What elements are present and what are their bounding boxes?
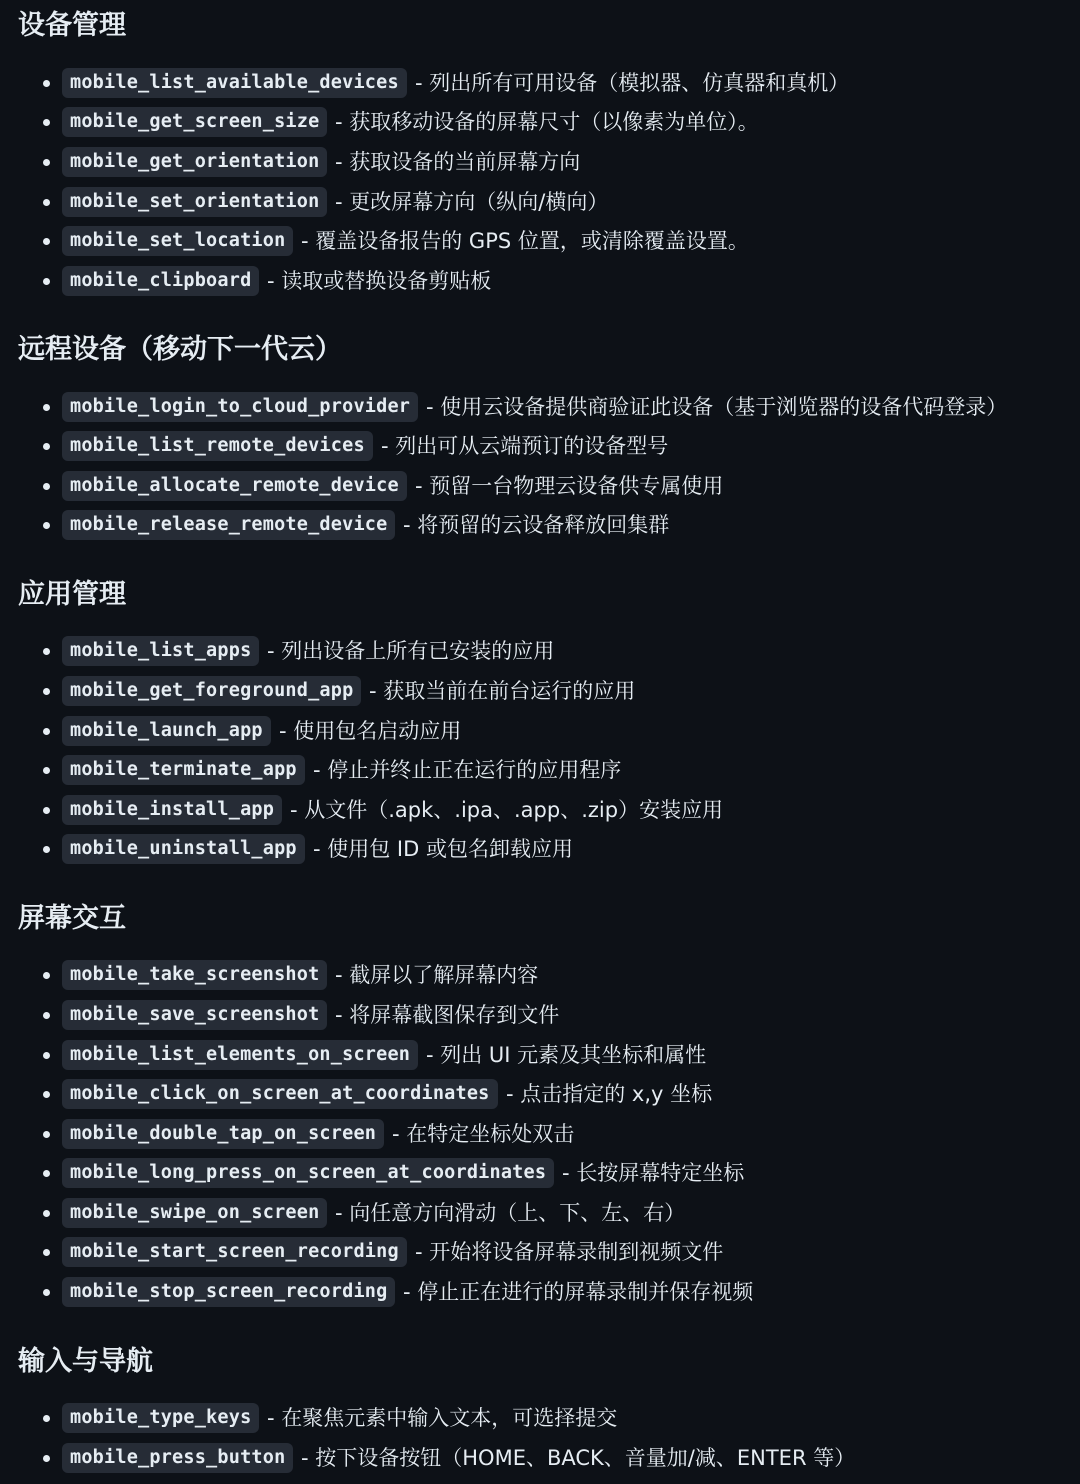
item-description: - 停止正在进行的屏幕录制并保存视频	[403, 1280, 754, 1304]
bullet-icon	[43, 1012, 50, 1019]
item-description: - 使用包名启动应用	[279, 719, 462, 743]
bullet-icon	[43, 159, 50, 166]
item-description: - 按下设备按钮（HOME、BACK、音量加/减、ENTER 等）	[301, 1446, 856, 1470]
code-tool-name: mobile_get_orientation	[62, 147, 327, 177]
code-tool-name: mobile_terminate_app	[62, 755, 305, 785]
bullet-icon	[43, 80, 50, 87]
bullet-icon	[43, 483, 50, 490]
item-description: - 长按屏幕特定坐标	[562, 1161, 745, 1185]
bullet-icon	[43, 972, 50, 979]
code-tool-name: mobile_stop_screen_recording	[62, 1277, 395, 1307]
bullet-icon	[43, 1249, 50, 1256]
bullet-icon	[43, 1091, 50, 1098]
item-description: - 列出设备上所有已安装的应用	[267, 639, 555, 663]
bullet-icon	[43, 728, 50, 735]
code-tool-name: mobile_type_keys	[62, 1403, 259, 1433]
section-title: 屏幕交互	[18, 903, 126, 934]
code-tool-name: mobile_list_remote_devices	[62, 431, 373, 461]
bullet-icon	[43, 846, 50, 853]
code-tool-name: mobile_list_available_devices	[62, 68, 407, 98]
item-description: - 在特定坐标处双击	[392, 1122, 575, 1146]
section-title: 远程设备（移动下一代云）	[18, 334, 342, 365]
bullet-icon	[43, 404, 50, 411]
code-tool-name: mobile_double_tap_on_screen	[62, 1119, 384, 1149]
bullet-icon	[43, 1170, 50, 1177]
bullet-icon	[43, 443, 50, 450]
item-description: - 列出 UI 元素及其坐标和属性	[426, 1043, 707, 1067]
bullet-icon	[43, 1131, 50, 1138]
item-description: - 获取移动设备的屏幕尺寸（以像素为单位）。	[335, 110, 759, 134]
section-title: 输入与导航	[18, 1346, 153, 1377]
item-description: - 更改屏幕方向（纵向/横向）	[335, 190, 609, 214]
code-tool-name: mobile_get_screen_size	[62, 107, 327, 137]
code-tool-name: mobile_start_screen_recording	[62, 1237, 407, 1267]
item-description: - 点击指定的 x,y 坐标	[506, 1082, 713, 1106]
bullet-icon	[43, 199, 50, 206]
item-description: - 截屏以了解屏幕内容	[335, 963, 539, 987]
code-tool-name: mobile_launch_app	[62, 716, 271, 746]
code-tool-name: mobile_clipboard	[62, 266, 259, 296]
bullet-icon	[43, 278, 50, 285]
item-description: - 开始将设备屏幕录制到视频文件	[415, 1240, 724, 1264]
item-description: - 列出所有可用设备（模拟器、仿真器和真机）	[415, 71, 850, 95]
bullet-icon	[43, 1455, 50, 1462]
bullet-icon	[43, 807, 50, 814]
code-tool-name: mobile_allocate_remote_device	[62, 471, 407, 501]
item-description: - 向任意方向滑动（上、下、左、右）	[335, 1201, 686, 1225]
item-description: - 读取或替换设备剪贴板	[267, 269, 492, 293]
item-description: - 获取设备的当前屏幕方向	[335, 150, 581, 174]
code-tool-name: mobile_press_button	[62, 1443, 293, 1473]
code-tool-name: mobile_long_press_on_screen_at_coordinates	[62, 1158, 554, 1188]
code-tool-name: mobile_click_on_screen_at_coordinates	[62, 1079, 498, 1109]
item-description: - 列出可从云端预订的设备型号	[381, 434, 669, 458]
bullet-icon	[43, 119, 50, 126]
item-description: - 在聚焦元素中输入文本，可选择提交	[267, 1406, 618, 1430]
bullet-icon	[43, 767, 50, 774]
item-description: - 使用云设备提供商验证此设备（基于浏览器的设备代码登录）	[426, 395, 1008, 419]
item-description: - 将屏幕截图保存到文件	[335, 1003, 560, 1027]
bullet-icon	[43, 648, 50, 655]
section-title: 设备管理	[18, 10, 126, 41]
item-description: - 停止并终止正在运行的应用程序	[313, 758, 622, 782]
item-description: - 覆盖设备报告的 GPS 位置，或清除覆盖设置。	[301, 229, 749, 253]
item-description: - 从文件（.apk、.ipa、.app、.zip）安装应用	[290, 798, 724, 822]
bullet-icon	[43, 1052, 50, 1059]
bullet-icon	[43, 238, 50, 245]
code-tool-name: mobile_get_foreground_app	[62, 676, 361, 706]
item-description: - 将预留的云设备释放回集群	[403, 513, 670, 537]
code-tool-name: mobile_set_location	[62, 226, 293, 256]
code-tool-name: mobile_release_remote_device	[62, 510, 395, 540]
code-tool-name: mobile_take_screenshot	[62, 960, 327, 990]
section-title: 应用管理	[18, 579, 126, 610]
code-tool-name: mobile_list_apps	[62, 636, 259, 666]
code-tool-name: mobile_install_app	[62, 795, 282, 825]
item-description: - 获取当前在前台运行的应用	[369, 679, 636, 703]
bullet-icon	[43, 522, 50, 529]
bullet-icon	[43, 1210, 50, 1217]
code-tool-name: mobile_set_orientation	[62, 187, 327, 217]
bullet-icon	[43, 688, 50, 695]
bullet-icon	[43, 1289, 50, 1296]
item-description: - 使用包 ID 或包名卸载应用	[313, 837, 573, 861]
code-tool-name: mobile_swipe_on_screen	[62, 1198, 327, 1228]
bullet-icon	[43, 1415, 50, 1422]
code-tool-name: mobile_list_elements_on_screen	[62, 1040, 418, 1070]
code-tool-name: mobile_uninstall_app	[62, 834, 305, 864]
item-description: - 预留一台物理云设备供专属使用	[415, 474, 724, 498]
code-tool-name: mobile_save_screenshot	[62, 1000, 327, 1030]
code-tool-name: mobile_login_to_cloud_provider	[62, 392, 418, 422]
